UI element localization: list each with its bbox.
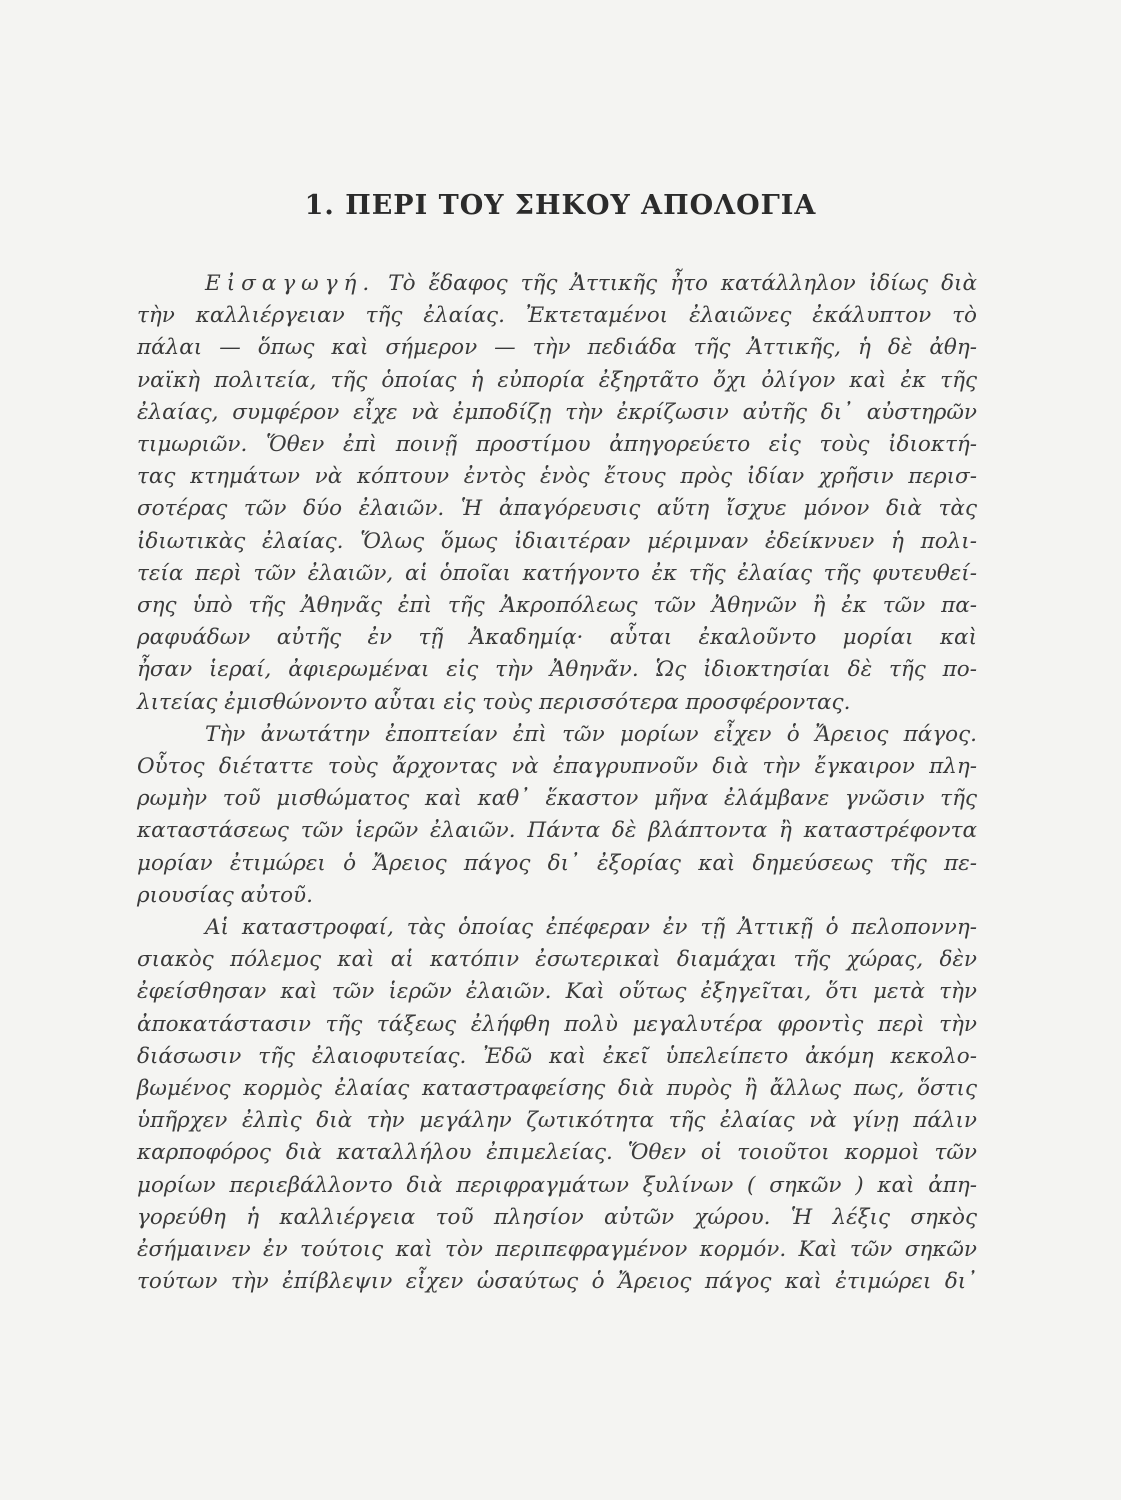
section-lead: Εἰσαγωγή. xyxy=(205,271,376,296)
text-line: Οὗτος διέταττε τοὺς ἄρχοντας νὰ ἐπαγρυπνοῦν διὰ τὴν ἔγκαιρον πλη- xyxy=(137,754,977,780)
body-text xyxy=(137,268,977,1299)
text-line: λιτείας ἐμισθώνοντο αὗται εἰς τοὺς περισσότερα προσφέροντας. xyxy=(137,689,851,715)
text-line: γορεύθη ἡ καλλιέργεια τοῦ πλησίον αὐτῶν χώρου. Ἡ λέξις σηκὸς xyxy=(137,1204,977,1230)
text-line: σοτέρας τῶν δύο ἐλαιῶν. Ἡ ἀπαγόρευσις αὕτη ἴσχυε μόνον διὰ τὰς xyxy=(137,496,977,522)
text-line: ρωμὴν τοῦ μισθώματος καὶ καθ᾿ ἕκαστον μῆνα ἐλάμβανε γνῶσιν τῆς xyxy=(137,786,977,812)
text-line: ραφυάδων αὐτῆς ἐν τῇ Ἀκαδημίᾳ· αὗται ἐκαλοῦντο μορίαι καὶ xyxy=(137,625,977,651)
text-line: τούτων τὴν ἐπίβλεψιν εἶχεν ὡσαύτως ὁ Ἄρειος πάγος καὶ ἐτιμώρει δι᾿ xyxy=(137,1269,977,1295)
text-line: ριουσίας αὐτοῦ. xyxy=(137,882,313,908)
text-line: διάσωσιν τῆς ἐλαιοφυτείας. Ἐδῶ καὶ ἐκεῖ ὑπελείπετο ἀκόμη κεκολο- xyxy=(137,1043,977,1069)
text-line: σιακὸς πόλεμος καὶ αἱ κατόπιν ἐσωτερικαὶ διαμάχαι τῆς χώρας, δὲν xyxy=(137,947,977,973)
text-line: Εἰσαγωγή. Τὸ ἔδαφος τῆς Ἀττικῆς ἦτο κατάλληλον ἰδίως διὰ xyxy=(205,271,978,296)
text-line: ὑπῆρχεν ἐλπὶς διὰ τὴν μεγάλην ζωτικότητα τῆς ἐλαίας νὰ γίνῃ πάλιν xyxy=(137,1108,977,1134)
text-line: ἐλαίας, συμφέρον εἶχε νὰ ἐμποδίζῃ τὴν ἐκρίζωσιν αὐτῆς δι᾿ αὐστηρῶν xyxy=(137,399,977,425)
text-line: τεία περὶ τῶν ἐλαιῶν, αἱ ὁποῖαι κατήγοντο ἐκ τῆς ἐλαίας τῆς φυτευθεί- xyxy=(137,560,977,586)
text-line: Τὴν ἀνωτάτην ἐποπτείαν ἐπὶ τῶν μορίων εἶχεν ὁ Ἄρειος πάγος. xyxy=(205,721,977,747)
text-line: ἀποκατάστασιν τῆς τάξεως ἐλήφθη πολὺ μεγαλυτέρα φροντὶς περὶ τὴν xyxy=(137,1011,977,1037)
text-line: καρποφόρος διὰ καταλλήλου ἐπιμελείας. Ὅθεν οἱ τοιοῦτοι κορμοὶ τῶν xyxy=(137,1140,977,1166)
chapter-heading: 1. ΠΕΡΙ ΤΟΥ ΣΗΚΟΥ ΑΠΟΛΟΓΙΑ xyxy=(304,190,817,221)
paragraph-areopagus xyxy=(137,719,977,912)
text-line: τὴν καλλιέργειαν τῆς ἐλαίας. Ἐκτεταμένοι ἐλαιῶνες ἐκάλυπτον τὸ xyxy=(137,303,977,329)
text-line: τας κτημάτων νὰ κόπτουν ἐντὸς ἑνὸς ἔτους πρὸς ἰδίαν χρῆσιν περισ- xyxy=(137,464,977,490)
text-line: πάλαι — ὅπως καὶ σήμερον — τὴν πεδιάδα τῆς Ἀττικῆς, ἡ δὲ ἀθη- xyxy=(137,335,977,361)
text-line: ναϊκὴ πολιτεία, τῆς ὁποίας ἡ εὐπορία ἐξηρτᾶτο ὄχι ὀλίγον καὶ ἐκ τῆς xyxy=(137,367,977,393)
text-line: ἰδιωτικὰς ἐλαίας. Ὅλως ὅμως ἰδιαιτέραν μέριμναν ἐδείκνυεν ἡ πολι- xyxy=(137,528,977,554)
text-line: μορίων περιεβάλλοντο διὰ περιφραγμάτων ξυλίνων ( σηκῶν ) καὶ ἀπη- xyxy=(137,1172,977,1198)
text-line: ἐφείσθησαν καὶ τῶν ἱερῶν ἐλαιῶν. Καὶ οὕτως ἐξηγεῖται, ὅτι μετὰ τὴν xyxy=(137,979,977,1005)
text-line: μορίαν ἐτιμώρει ὁ Ἄρειος πάγος δι᾿ ἐξορίας καὶ δημεύσεως τῆς πε- xyxy=(137,850,977,876)
paragraph-destruction xyxy=(137,912,977,1298)
text-line: σης ὑπὸ τῆς Ἀθηνᾶς ἐπὶ τῆς Ἀκροπόλεως τῶν Ἀθηνῶν ἢ ἐκ τῶν πα- xyxy=(137,593,977,619)
paragraph-introduction xyxy=(137,268,977,719)
text-line: ἦσαν ἱεραί, ἀφιερωμέναι εἰς τὴν Ἀθηνᾶν. Ὡς ἰδιοκτησίαι δὲ τῆς πο- xyxy=(137,657,977,683)
text-line: τιμωριῶν. Ὅθεν ἐπὶ ποινῇ προστίμου ἀπηγορεύετο εἰς τοὺς ἰδιοκτή- xyxy=(137,432,977,458)
text-line: καταστάσεως τῶν ἱερῶν ἐλαιῶν. Πάντα δὲ βλάπτοντα ἢ καταστρέφοντα xyxy=(137,818,977,844)
text-line: Αἱ καταστροφαί, τὰς ὁποίας ἐπέφεραν ἐν τῇ Ἀττικῇ ὁ πελοποννη- xyxy=(205,915,977,941)
text-line: βωμένος κορμὸς ἐλαίας καταστραφείσης διὰ πυρὸς ἢ ἄλλως πως, ὅστις xyxy=(137,1076,977,1102)
text-line: ἐσήμαινεν ἐν τούτοις καὶ τὸν περιπεφραγμένον κορμόν. Καὶ τῶν σηκῶν xyxy=(137,1237,977,1263)
